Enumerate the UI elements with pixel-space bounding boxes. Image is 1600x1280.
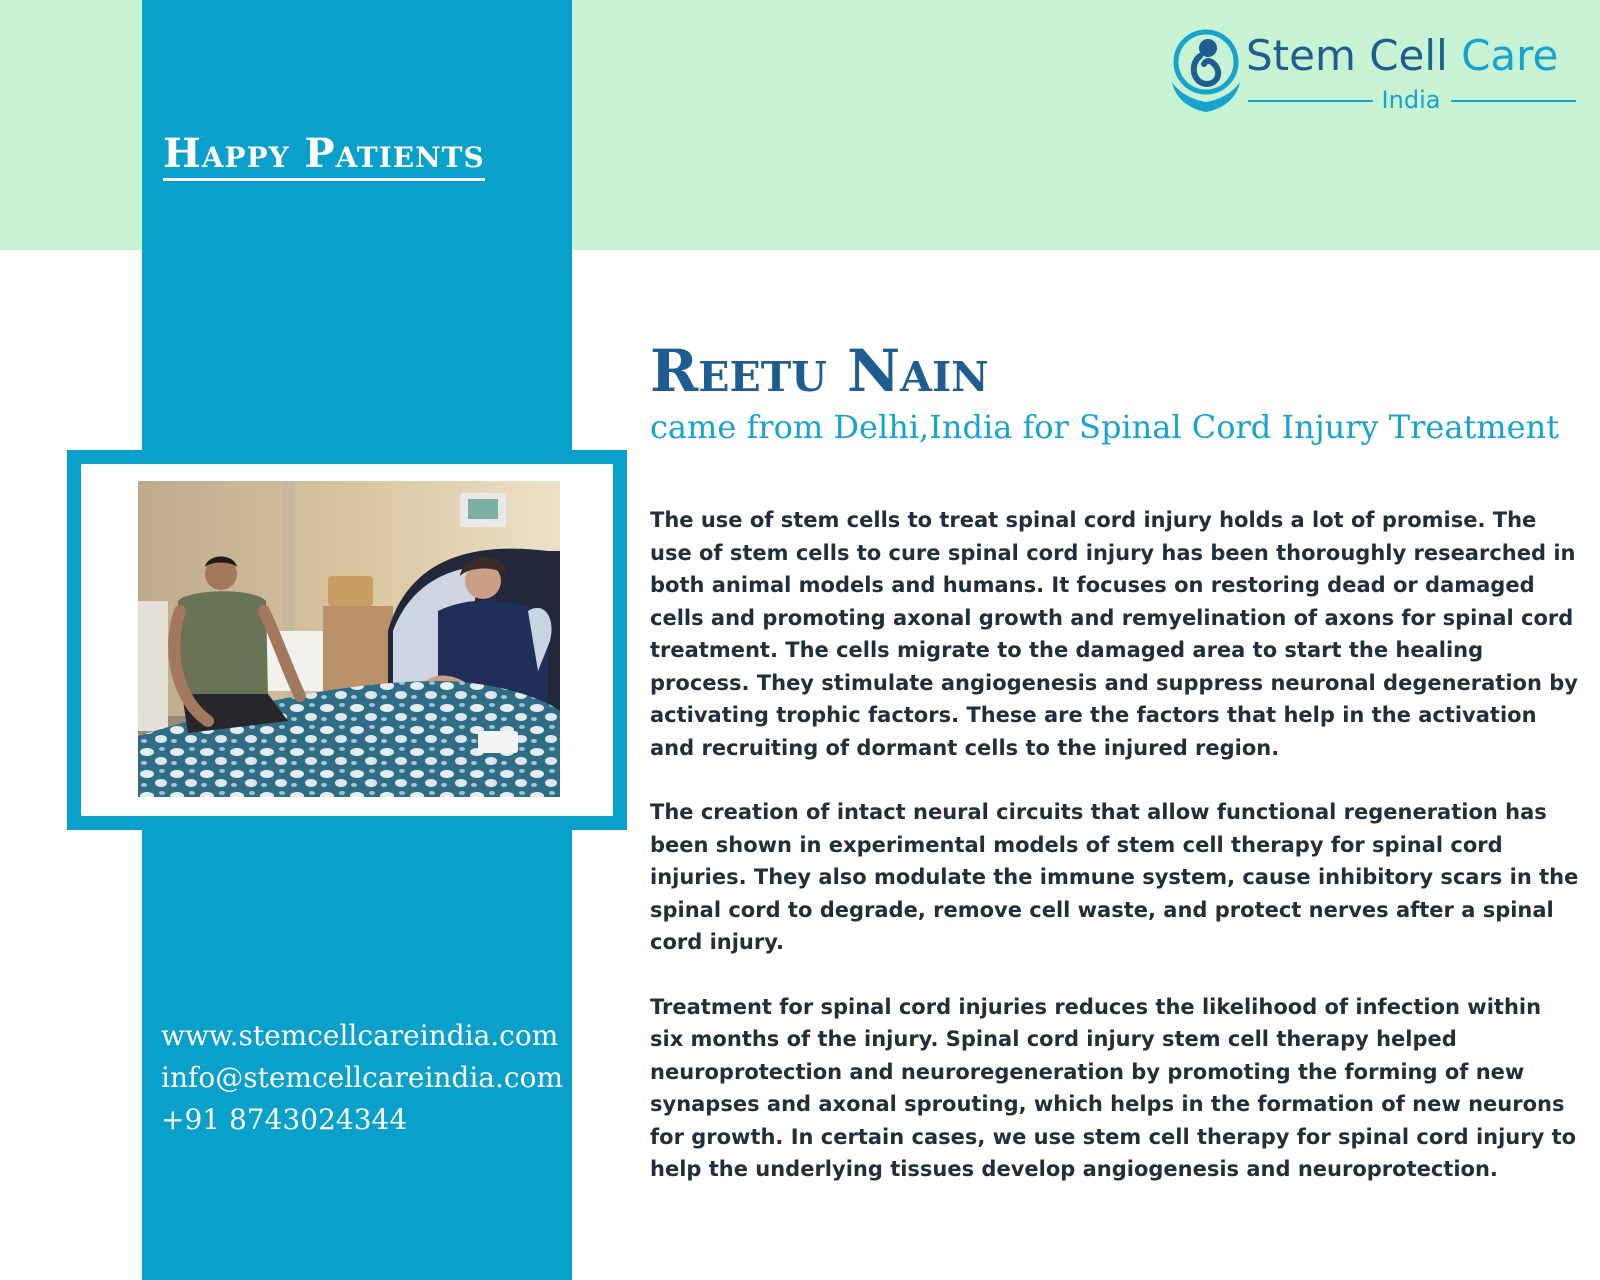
patient-photo: [138, 481, 560, 797]
section-heading: [163, 128, 563, 180]
photo-frame: [67, 450, 627, 830]
photo-mat: [81, 464, 613, 816]
brand-country: India: [1381, 86, 1441, 114]
article-paragraph: The creation of intact neural circuits that allow functional regeneration has been shown in experimental models of stem cell therapy for spinal cord injuries. They also modulate the immune system, cause inhibitory scars in the spinal cord to degrade, remove cell waste, and protect nerves after a spinal cord injury.: [650, 800, 1579, 954]
brand-name-primary: Stem Cell: [1246, 31, 1448, 80]
patient-name: Reetu Nain: [650, 337, 989, 405]
brand-name-secondary: Care: [1461, 31, 1559, 80]
brand-logo: [1166, 24, 1576, 119]
brand-tagline: [1246, 84, 1576, 116]
brand-name: [1246, 30, 1558, 82]
section-heading-text: Happy Patients: [163, 130, 485, 181]
hands-embryo-icon: [1166, 24, 1246, 116]
website-link[interactable]: www.stemcellcareindia.com: [161, 1019, 559, 1052]
article-body: [650, 504, 1580, 1218]
email-link[interactable]: info@stemcellcareindia.com: [161, 1061, 563, 1094]
patient-origin: came from Delhi,India for Spinal Cord Injury Treatment: [650, 408, 1560, 446]
phone-number[interactable]: +91 8743024344: [161, 1103, 408, 1136]
tagline-left-divider: [1248, 100, 1373, 102]
article-paragraph: The use of stem cells to treat spinal cord injury holds a lot of promise. The use of stem cells to cure spinal cord injury has been thoroughly researched in both animal models and humans. It focuses on restoring dead or damaged cells and promoting axonal growth and remyelination of axons for spinal cord treatment. The cells migrate to the damaged area to start the healing process. They stimulate angiogenesis and suppress neuronal degeneration by activating trophic factors. These are the factors that help in the activation and recruiting of dormant cells to the injured region.: [650, 508, 1578, 760]
contact-info: [161, 1015, 571, 1141]
tagline-right-divider: [1451, 100, 1576, 102]
article-paragraph: Treatment for spinal cord injuries reduces the likelihood of infection within six months of the injury. Spinal cord injury stem cell therapy helped neuroprotection and neuroregeneration by promoting the forming of new synapses and axonal sprouting, which helps in the formation of new neurons for growth. In certain cases, we use stem cell therapy for spinal cord injury to help the underlying tissues develop angiogenesis and neuroprotection.: [650, 994, 1577, 1181]
